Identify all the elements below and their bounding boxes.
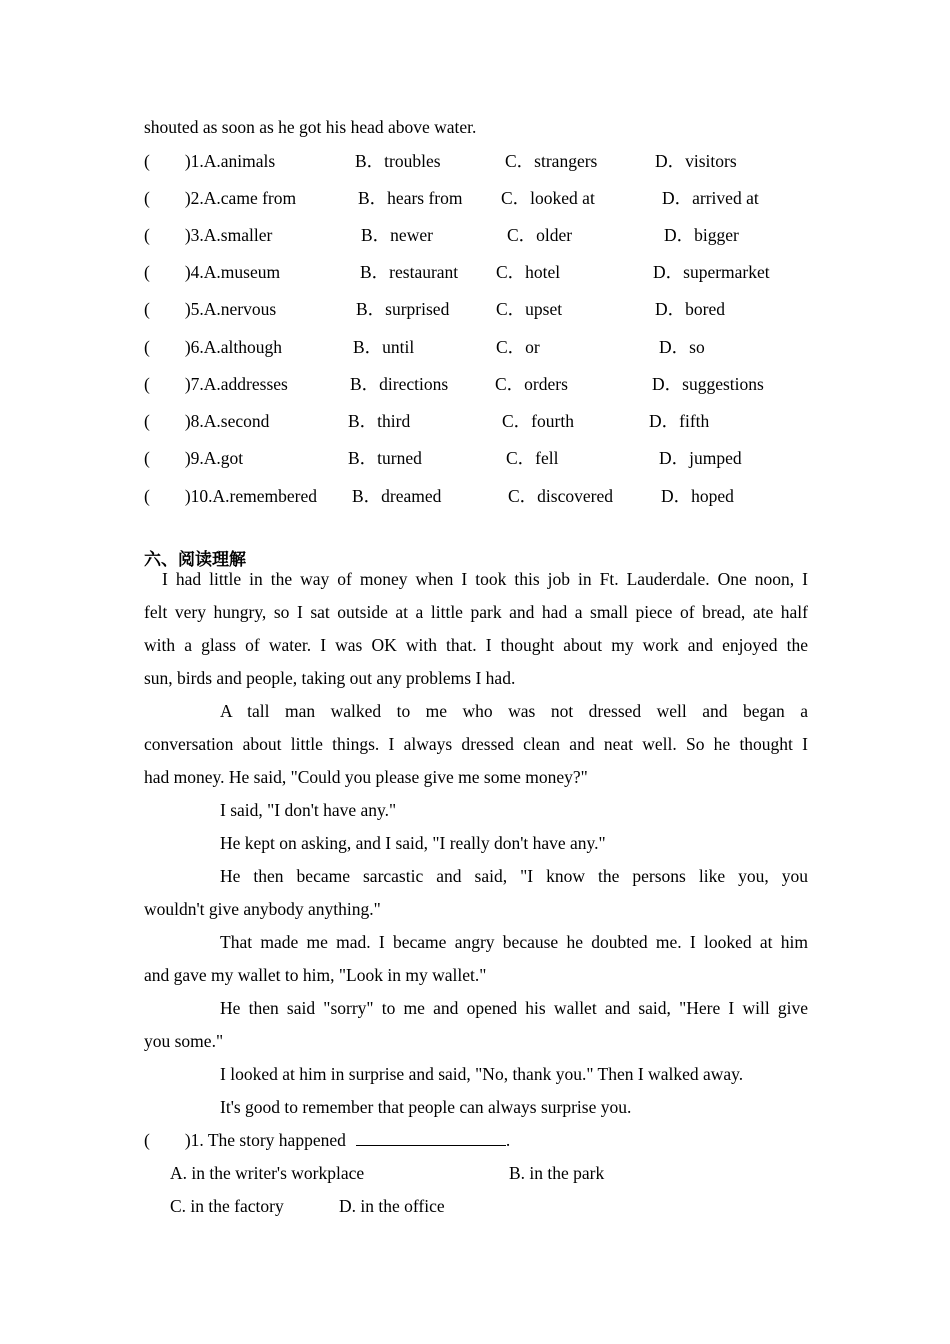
cloze-q1-option-c: C．strangers <box>505 151 598 171</box>
cloze-q1-stem: ( )1.A.animals <box>144 151 276 171</box>
passage-p2-line1: A tall man walked to me who was not dressed well and began a <box>220 701 808 721</box>
cloze-q4-option-d: D．supermarket <box>653 262 770 282</box>
cloze-q5-option-c: C．upset <box>496 299 563 319</box>
passage-p2-line2: conversation about little things. I always dressed clean and neat well. So he thought I <box>144 734 808 754</box>
question-1-option-c: C. in the factory <box>170 1196 284 1216</box>
cloze-q1-option-d: D．visitors <box>655 151 737 171</box>
cloze-q8-option-c: C．fourth <box>502 411 574 431</box>
passage-p6-line2: and gave my wallet to him, "Look in my wallet." <box>144 965 487 985</box>
cloze-q7-option-b: B．directions <box>350 374 449 394</box>
cloze-q8-option-b: B．third <box>348 411 411 431</box>
cloze-q3-option-c: C．older <box>507 225 573 245</box>
cloze-q2-option-d: D．arrived at <box>662 188 759 208</box>
question-1-stem: ( )1. The story happened <box>144 1130 346 1150</box>
passage-p1-line4: sun, birds and people, taking out any problems I had. <box>144 668 516 688</box>
cloze-q9-option-d: D．jumped <box>659 448 742 468</box>
cloze-q3-option-d: D．bigger <box>664 225 739 245</box>
cloze-q5-option-d: D．bored <box>655 299 725 319</box>
cloze-q6-option-b: B．until <box>353 337 415 357</box>
cloze-q7-option-d: D．suggestions <box>652 374 764 394</box>
passage-p5-line2: wouldn't give anybody anything." <box>144 899 381 919</box>
passage-p1-line2: felt very hungry, so I sat outside at a little park and had a small piece of bread, ate half <box>144 602 808 622</box>
cloze-q9-stem: ( )9.A.got <box>144 448 244 468</box>
passage-p3: I said, "I don't have any." <box>220 800 397 820</box>
cloze-q6-stem: ( )6.A.although <box>144 337 283 357</box>
cloze-q10-option-c: C．discovered <box>508 486 613 506</box>
cloze-q3-option-b: B．newer <box>361 225 433 245</box>
cloze-q4-stem: ( )4.A.museum <box>144 262 281 282</box>
cloze-q9-option-b: B．turned <box>348 448 422 468</box>
cloze-q5-stem: ( )5.A.nervous <box>144 299 277 319</box>
cloze-q8-stem: ( )8.A.second <box>144 411 270 431</box>
question-1-option-d: D. in the office <box>339 1196 445 1216</box>
cloze-q10-stem: ( )10.A.remembered <box>144 486 317 506</box>
cloze-q7-option-c: C．orders <box>495 374 568 394</box>
intro-line: shouted as soon as he got his head above water. <box>144 117 477 137</box>
passage-p7-line1: He then said "sorry" to me and opened his wallet and said, "Here I will give <box>220 998 808 1018</box>
cloze-q4-option-b: B．restaurant <box>360 262 459 282</box>
cloze-q8-option-d: D．fifth <box>649 411 710 431</box>
section-title: 六、阅读理解 <box>144 550 246 570</box>
question-1-option-a: A. in the writer's workplace <box>170 1163 365 1183</box>
cloze-q6-option-d: D．so <box>659 337 705 357</box>
passage-p2-line3: had money. He said, "Could you please give me some money?" <box>144 767 588 787</box>
cloze-q5-option-b: B．surprised <box>356 299 450 319</box>
passage-p8: I looked at him in surprise and said, "No, thank you." Then I walked away. <box>220 1064 744 1084</box>
passage-p4: He kept on asking, and I said, "I really don't have any." <box>220 833 606 853</box>
cloze-q4-option-c: C．hotel <box>496 262 561 282</box>
answer-blank[interactable] <box>356 1130 506 1146</box>
passage-p5-line1: He then became sarcastic and said, "I know the persons like you, you <box>220 866 808 886</box>
passage-p6-line1: That made me mad. I became angry because he doubted me. I looked at him <box>220 932 808 952</box>
cloze-q7-stem: ( )7.A.addresses <box>144 374 288 394</box>
cloze-q1-option-b: B．troubles <box>355 151 441 171</box>
cloze-q6-option-c: C．or <box>496 337 540 357</box>
cloze-q2-option-c: C．looked at <box>501 188 595 208</box>
question-1-line <box>144 1130 510 1150</box>
passage-p9: It's good to remember that people can always surprise you. <box>220 1097 632 1117</box>
cloze-q10-option-d: D．hoped <box>661 486 734 506</box>
passage-p7-line2: you some." <box>144 1031 224 1051</box>
passage-p1-line3: with a glass of water. I was OK with that. I thought about my work and enjoyed the <box>144 635 808 655</box>
cloze-q3-stem: ( )3.A.smaller <box>144 225 273 245</box>
question-1-option-b: B. in the park <box>509 1163 605 1183</box>
cloze-q2-option-b: B．hears from <box>358 188 463 208</box>
cloze-q2-stem: ( )2.A.came from <box>144 188 297 208</box>
question-1-end: . <box>505 1130 511 1150</box>
passage-p1-line1: I had little in the way of money when I took this job in Ft. Lauderdale. One noon, I <box>162 569 808 589</box>
cloze-q10-option-b: B．dreamed <box>352 486 442 506</box>
cloze-q9-option-c: C．fell <box>506 448 559 468</box>
